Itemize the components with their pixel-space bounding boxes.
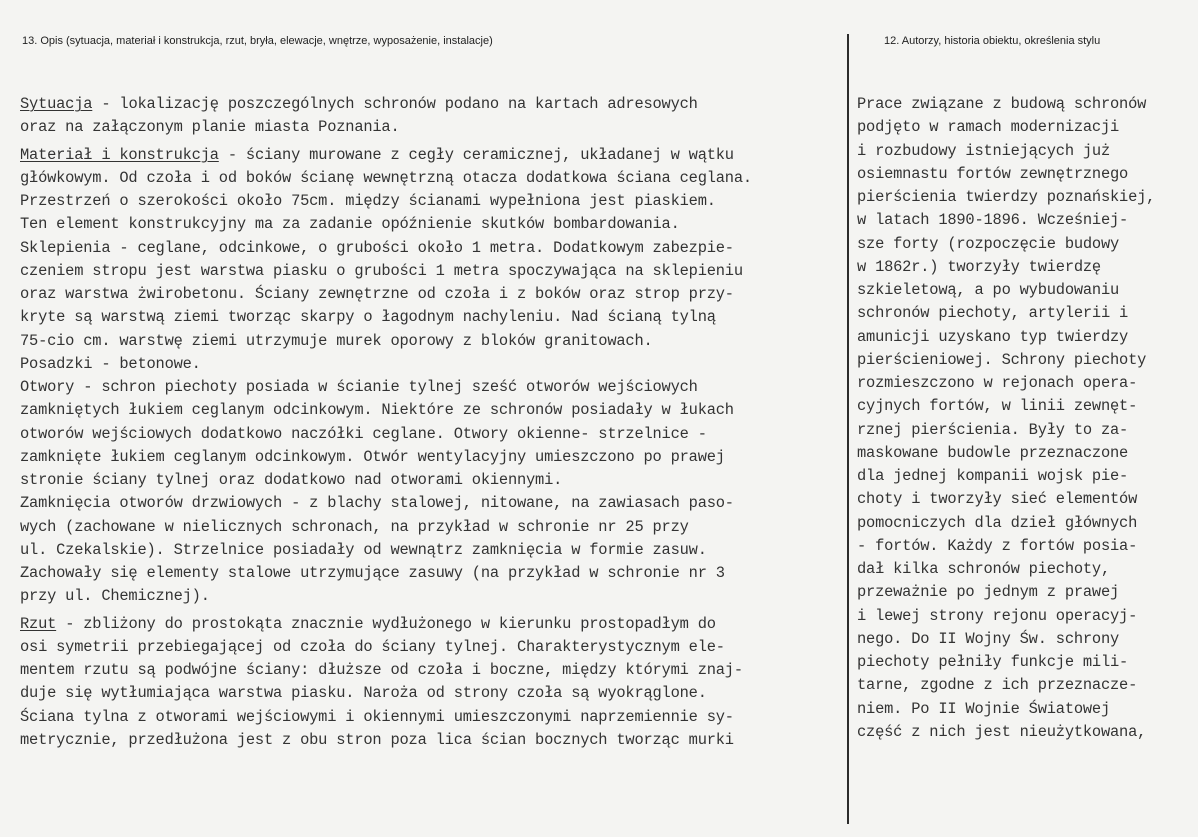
line-text: Ściana tylna z otworami wejściowymi i okiennymi umieszczonymi naprzemiennie sy- — [20, 707, 734, 726]
column-divider — [847, 34, 849, 824]
text-line — [20, 306, 842, 329]
line-text: osi symetrii przebiegającej od czoła do ściany tylnej. Charakterystycznym ele- — [20, 637, 725, 656]
line-text: stronie ściany tylnej oraz dodatkowo nad otworami okiennymi. — [20, 471, 563, 489]
line-text: zamknięte łukiem ceglanym odcinkowym. Otwór wentylacyjny umieszczono po prawej — [20, 447, 725, 466]
history-line: w latach 1890-1896. Wcześniej- — [857, 211, 1129, 230]
history-line: sze forty (rozpoczęcie budowy — [857, 234, 1120, 253]
history-column — [857, 93, 1187, 744]
text-line — [20, 729, 842, 752]
rzut-paragraph — [20, 613, 842, 753]
history-line: przeważnie po jednym z prawej — [857, 583, 1120, 602]
line-text: metrycznie, przedłużona jest z obu stron poza lica ścian bocznych tworząc murki — [20, 730, 734, 749]
text-line — [20, 190, 842, 213]
text-line — [20, 237, 842, 260]
text-line — [20, 283, 842, 306]
text-line — [20, 706, 842, 729]
text-line — [20, 144, 842, 167]
text-line — [20, 167, 842, 190]
history-line: tarne, zgodne z ich przeznacze- — [857, 676, 1138, 695]
text-line — [20, 353, 842, 376]
history-line: nego. Do II Wojny Św. schrony — [857, 629, 1120, 648]
history-line: rozmieszczono w rejonach opera- — [857, 374, 1138, 392]
history-line: Prace związane z budową schronów — [857, 95, 1147, 113]
line-text: ul. Czekalskie). Strzelnice posiadały od wewnątrz zamknięcia w formie zasuw. — [20, 540, 707, 559]
history-line: maskowane budowle przeznaczone — [857, 443, 1129, 462]
line-text: Posadzki - betonowe. — [20, 354, 201, 373]
text-line — [20, 213, 842, 236]
text-line — [20, 682, 842, 705]
section-13-header: 13. Opis (sytuacja, materiał i konstrukcja, rzut, bryła, elewacje, wnętrze, wyposażenie, instalacje) — [22, 35, 493, 47]
line-text: Przestrzeń o szerokości około 75cm. między ścianami wypełniona jest piaskiem. — [20, 192, 716, 210]
rzut-heading: Rzut — [20, 614, 57, 633]
line-text: - lokalizację poszczególnych schronów podano na kartach adresowych — [92, 95, 698, 113]
history-line: piechoty pełniły funkcje mili- — [857, 653, 1129, 671]
text-line — [20, 562, 842, 585]
text-line — [20, 659, 842, 682]
history-line: schronów piechoty, artylerii i — [857, 304, 1129, 323]
history-line: cyjnych fortów, w linii zewnęt- — [857, 397, 1138, 416]
history-line: i rozbudowy istniejących już — [857, 141, 1111, 160]
line-text: przy ul. Chemicznej). — [20, 587, 210, 606]
line-text: kryte są warstwą ziemi tworząc skarpy o łagodnym nachyleniu. Nad ścianą tylną — [20, 308, 716, 327]
line-text: Ten element konstrukcyjny ma za zadanie opóźnienie skutków bombardowania. — [20, 215, 680, 234]
line-text: 75-cio cm. warstwę ziemi utrzymuje murek oporowy z bloków granitowach. — [20, 331, 653, 350]
line-text: zamkniętych łukiem ceglanym odcinkowym. Niektóre ze schronów posiadały w łukach — [20, 401, 734, 420]
text-line — [20, 260, 842, 283]
history-line: w 1862r.) tworzyły twierdzę — [857, 257, 1101, 276]
history-line: podjęto w ramach modernizacji — [857, 118, 1120, 137]
history-line: choty i tworzyły sieć elementów — [857, 490, 1138, 509]
text-line — [20, 330, 842, 353]
history-line: dał kilka schronów piechoty, — [857, 560, 1111, 578]
material-paragraph — [20, 144, 842, 609]
text-line — [20, 613, 842, 636]
history-line: pomocniczych dla dzieł głównych — [857, 513, 1138, 532]
text-line — [20, 492, 842, 515]
sytuacja-paragraph — [20, 93, 842, 140]
text-line — [20, 469, 842, 492]
line-text: duje się wytłumiająca warstwa piasku. Naroża od strony czoła są wyokrąglone. — [20, 684, 707, 703]
description-column — [20, 93, 842, 756]
text-line — [20, 93, 842, 116]
material-heading: Materiał i konstrukcja — [20, 145, 219, 164]
history-line: osiemnastu fortów zewnętrznego — [857, 164, 1129, 183]
history-line: niem. Po II Wojnie Światowej — [857, 699, 1111, 718]
history-line: pierścieniowej. Schrony piechoty — [857, 350, 1147, 369]
line-text: oraz warstwa żwirobetonu. Ściany zewnętrzne od czoła i z boków oraz strop przy- — [20, 285, 734, 303]
text-line — [20, 446, 842, 469]
line-text: mentem rzutu są podwójne ściany: dłuższe od czoła i boczne, między którymi znaj- — [20, 661, 743, 679]
history-line: dla jednej kompanii wojsk pie- — [857, 467, 1129, 485]
sytuacja-heading: Sytuacja — [20, 95, 93, 113]
line-text: - ściany murowane z cegły ceramicznej, układanej w wątku — [218, 145, 734, 164]
history-line: pierścienia twierdzy poznańskiej, — [857, 188, 1156, 206]
line-text: Zamknięcia otworów drzwiowych - z blachy stalowej, nitowane, na zawiasach paso- — [20, 494, 734, 513]
line-text: główkowym. Od czoła i od boków ścianę wewnętrzną otacza dodatkowa ściana ceglana. — [20, 168, 752, 187]
section-12-header: 12. Autorzy, historia obiektu, określenia stylu — [884, 35, 1101, 47]
text-line — [20, 539, 842, 562]
text-line — [20, 585, 842, 608]
text-line — [20, 636, 842, 659]
text-line — [20, 116, 842, 139]
line-text: czeniem stropu jest warstwa piasku o grubości 1 metra spoczywająca na sklepieniu — [20, 261, 743, 280]
history-line: część z nich jest nieużytkowana, — [857, 722, 1147, 741]
history-line: - fortów. Każdy z fortów posia- — [857, 536, 1138, 555]
line-text: Sklepienia - ceglane, odcinkowe, o grubości około 1 metra. Dodatkowym zabezpie- — [20, 238, 734, 257]
text-line — [20, 399, 842, 422]
history-line: amunicji uzyskano typ twierdzy — [857, 327, 1129, 346]
line-text: oraz na załączonym planie miasta Poznania. — [20, 118, 400, 137]
line-text: Zachowały się elementy stalowe utrzymujące zasuwy (na przykład w schronie nr 3 — [20, 564, 725, 582]
history-line: i lewej strony rejonu operacyj- — [857, 606, 1138, 625]
line-text: - zbliżony do prostokąta znacznie wydłużonego w kierunku prostopadłym do — [56, 614, 716, 633]
text-line — [20, 376, 842, 399]
text-line — [20, 516, 842, 539]
history-line: rznej pierścienia. Były to za- — [857, 420, 1129, 439]
text-line — [20, 423, 842, 446]
line-text: otworów wejściowych dodatkowo naczółki ceglane. Otwory okienne- strzelnice - — [20, 424, 707, 443]
line-text: wych (zachowane w nielicznych schronach, na przykład w schronie nr 25 przy — [20, 517, 689, 536]
history-line: szkieletową, a po wybudowaniu — [857, 281, 1120, 299]
line-text: Otwory - schron piechoty posiada w ścianie tylnej sześć otworów wejściowych — [20, 378, 698, 396]
